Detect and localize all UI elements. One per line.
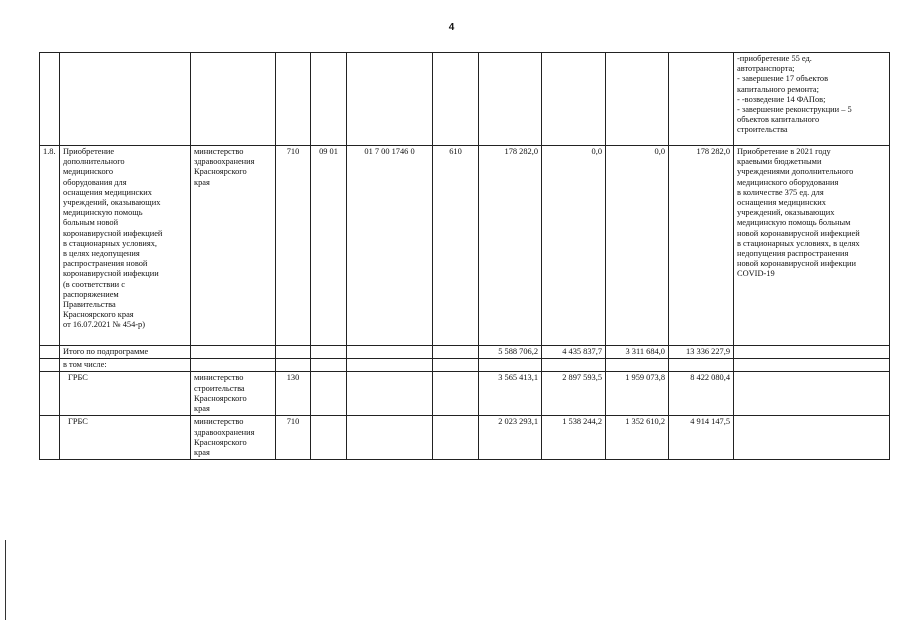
- total-year-1: 5 588 706,2: [479, 346, 542, 359]
- grbs-code: 710: [276, 146, 311, 346]
- amount-year-3: 1 959 073,8: [606, 372, 669, 416]
- grbs-code: 130: [276, 372, 311, 416]
- amount-year-1: 3 565 413,1: [479, 372, 542, 416]
- scan-margin-line: [5, 540, 6, 620]
- program-table: [39, 52, 890, 460]
- total-year-2: 4 435 837,7: [542, 346, 606, 359]
- amount-total: 178 282,0: [669, 146, 734, 346]
- csr-code: 01 7 00 1746 0: [347, 146, 433, 346]
- measure-name: Приобретение дополнительного медицинского оборудования для оснащения медицинских учреждений, оказывающих медицинскую помощь больным новой коронавирусной инфекцией в стационарных условиях, в целях недопущения распространения новой коронавирусной инфекции (в соответствии с распоряжением Правительства Красноярского края от 16.07.2021 № 454-р): [60, 146, 191, 346]
- grbs-name: министерство строительства Красноярского края: [191, 372, 276, 416]
- grbs-name: министерство здравоохранения Красноярского края: [191, 146, 276, 346]
- total-label: Итого по подпрограмме: [60, 346, 191, 359]
- result-note: Приобретение в 2021 году краевыми бюджетными учреждениями дополнительного медицинского оборудования в количестве 375 ед. для оснащения медицинских учреждений, оказывающих медицинскую помощь больным новой коронавирусной инфекцией в стационарных условиях, в целях недопущения распространения новой коронавирусной инфекции COVID-19: [734, 146, 890, 346]
- grbs-label: ГРБС: [60, 416, 191, 460]
- amount-year-2: 0,0: [542, 146, 606, 346]
- amount-year-2: 1 538 244,2: [542, 416, 606, 460]
- grbs-code: 710: [276, 416, 311, 460]
- table-row-including: [40, 359, 890, 372]
- vr-code: 610: [433, 146, 479, 346]
- row-number: 1.8.: [40, 146, 60, 346]
- total-sum: 13 336 227,9: [669, 346, 734, 359]
- grbs-label: ГРБС: [60, 372, 191, 416]
- amount-total: 4 914 147,5: [669, 416, 734, 460]
- including-label: в том числе:: [60, 359, 191, 372]
- amount-year-3: 0,0: [606, 146, 669, 346]
- table-row-grbs: [40, 416, 890, 460]
- table-row-continuation: [40, 53, 890, 146]
- amount-year-2: 2 897 593,5: [542, 372, 606, 416]
- table-row-total: [40, 346, 890, 359]
- grbs-name: министерство здравоохранения Красноярского края: [191, 416, 276, 460]
- result-note: -приобретение 55 ед. автотранспорта; - завершение 17 объектов капитального ремонта; - -возведение 14 ФАПов; - завершение реконструкции – 5 объектов капитального строительства: [734, 53, 890, 146]
- total-year-3: 3 311 684,0: [606, 346, 669, 359]
- amount-year-1: 2 023 293,1: [479, 416, 542, 460]
- amount-year-3: 1 352 610,2: [606, 416, 669, 460]
- table-row-grbs: [40, 372, 890, 416]
- page-number: 4: [448, 22, 455, 33]
- amount-total: 8 422 080,4: [669, 372, 734, 416]
- table-row-1-8: [40, 146, 890, 346]
- amount-year-1: 178 282,0: [479, 146, 542, 346]
- rzpr-code: 09 01: [311, 146, 347, 346]
